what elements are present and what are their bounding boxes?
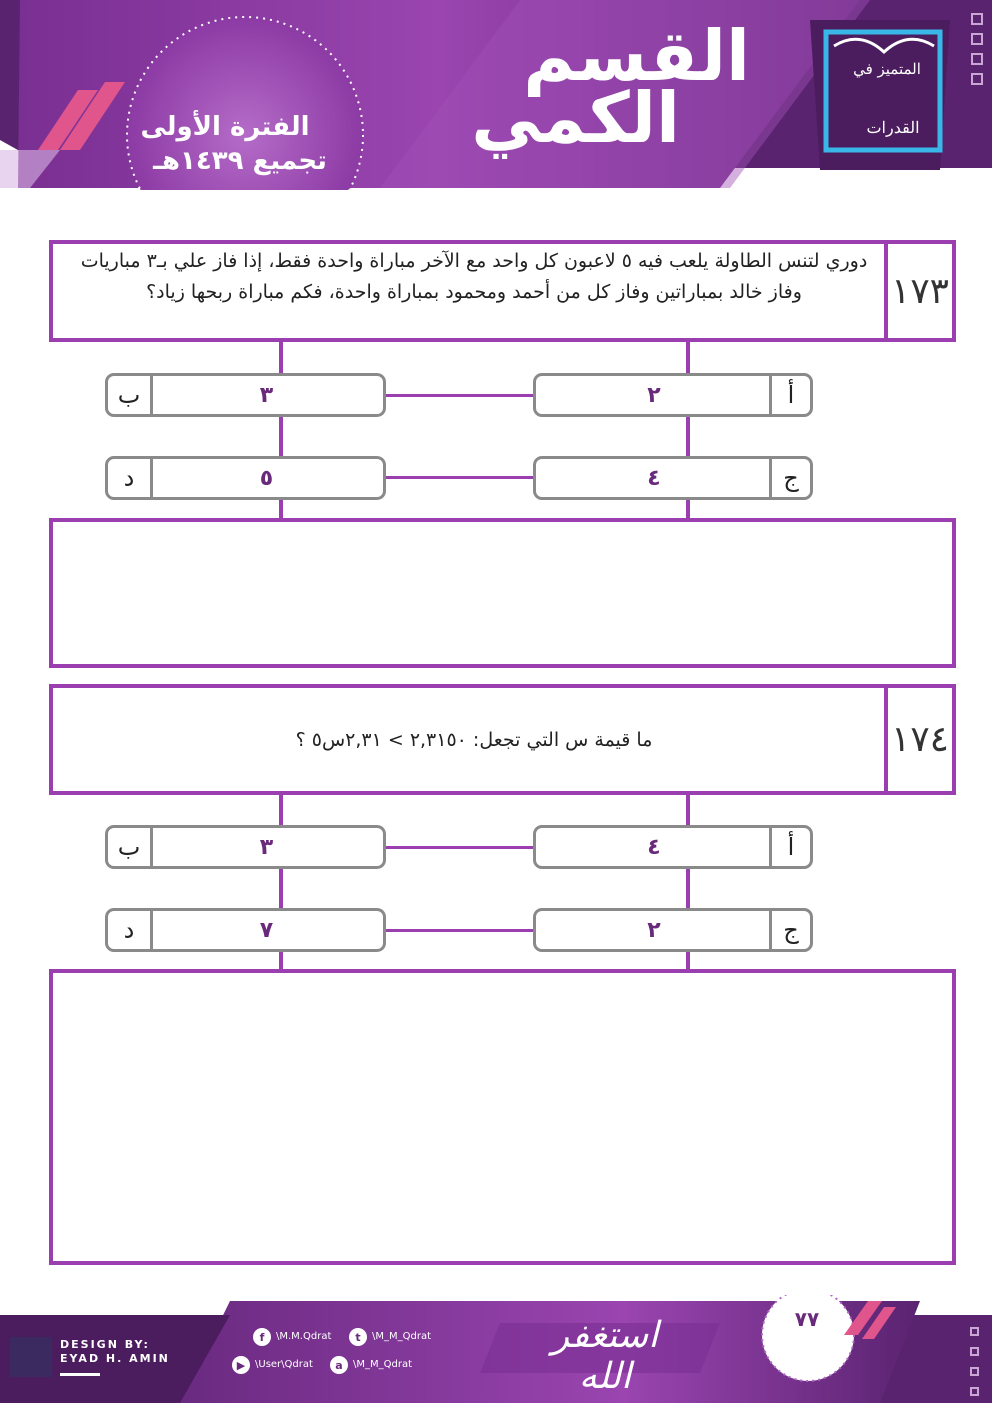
collection-label: تجميع ١٤٣٩هـ xyxy=(153,146,327,176)
logo-text-secondary: القدرات xyxy=(866,118,920,137)
section-subtitle: الكمي xyxy=(471,77,680,159)
option-value: ٣ xyxy=(259,834,274,860)
page-footer xyxy=(0,1295,992,1403)
option-letter: ب xyxy=(108,376,153,414)
question-174-box xyxy=(49,684,956,795)
ask-handle[interactable]: \M_M_Qdrat xyxy=(353,1359,413,1370)
designer-name: EYAD H. AMIN xyxy=(60,1352,170,1365)
option-value: ٣ xyxy=(259,382,274,408)
connector-line xyxy=(384,394,534,397)
option-value: ٢ xyxy=(647,917,661,943)
option-b[interactable] xyxy=(105,825,386,869)
page-header xyxy=(0,0,992,190)
option-d[interactable] xyxy=(105,456,386,500)
design-by-label: DESIGN BY: xyxy=(60,1338,150,1351)
decor-square xyxy=(970,1327,979,1336)
option-value: ٤ xyxy=(647,834,661,860)
twitter-handle[interactable]: \M_M_Qdrat xyxy=(372,1331,432,1342)
question-number: ١٧٣ xyxy=(884,244,952,338)
option-letter: د xyxy=(108,459,153,497)
option-a[interactable] xyxy=(533,373,813,417)
question-173-box xyxy=(49,240,956,342)
option-letter: أ xyxy=(769,376,810,414)
youtube-handle[interactable]: \User\Qdrat xyxy=(255,1359,313,1370)
option-letter: ب xyxy=(108,828,153,866)
youtube-icon[interactable]: ▶ xyxy=(232,1356,250,1374)
work-area[interactable] xyxy=(49,518,956,668)
option-letter: ج xyxy=(769,459,810,497)
option-value: ٤ xyxy=(647,465,661,491)
option-b[interactable] xyxy=(105,373,386,417)
connector-line xyxy=(384,846,534,849)
facebook-icon[interactable]: f xyxy=(253,1328,271,1346)
option-c[interactable] xyxy=(533,456,813,500)
decor-square xyxy=(970,1367,979,1376)
decor-square xyxy=(970,1387,979,1396)
work-area[interactable] xyxy=(49,969,956,1265)
page-number: ٧٧ xyxy=(794,1307,820,1331)
option-letter: د xyxy=(108,911,153,949)
option-letter: أ xyxy=(769,828,810,866)
connector-line xyxy=(384,929,534,932)
connector-line xyxy=(384,476,534,479)
facebook-handle[interactable]: \M.M.Qdrat xyxy=(276,1331,332,1342)
question-text: دوري لتنس الطاولة يلعب فيه ٥ لاعبون كل واحد مع الآخر مباراة واحدة فقط، إذا فاز علي بـ٣ مباريات وفاز خالد بمباراتين وفاز كل من أحمد ومحمود بمباراة واحدة، فكم مباراة ربحها زياد؟ xyxy=(80,250,868,303)
option-d[interactable] xyxy=(105,908,386,952)
option-value: ٢ xyxy=(647,382,661,408)
option-value: ٥ xyxy=(259,465,274,491)
period-label: الفترة الأولى xyxy=(140,112,310,142)
option-c[interactable] xyxy=(533,908,813,952)
option-value: ٧ xyxy=(259,917,274,943)
decor-square xyxy=(970,1347,979,1356)
option-a[interactable] xyxy=(533,825,813,869)
section-title: القسم xyxy=(523,15,750,97)
logo-text: المتميز في xyxy=(853,60,921,78)
question-text: ما قيمة س التي تجعل: ٢,٣١٥٠ > ٢,٣١س٥ ؟ xyxy=(295,729,653,751)
question-number: ١٧٤ xyxy=(884,688,952,791)
twitter-icon[interactable]: t xyxy=(349,1328,367,1346)
calligraphy-text: استغفر الله xyxy=(551,1315,659,1397)
ask-icon[interactable]: a xyxy=(330,1356,348,1374)
option-letter: ج xyxy=(769,911,810,949)
